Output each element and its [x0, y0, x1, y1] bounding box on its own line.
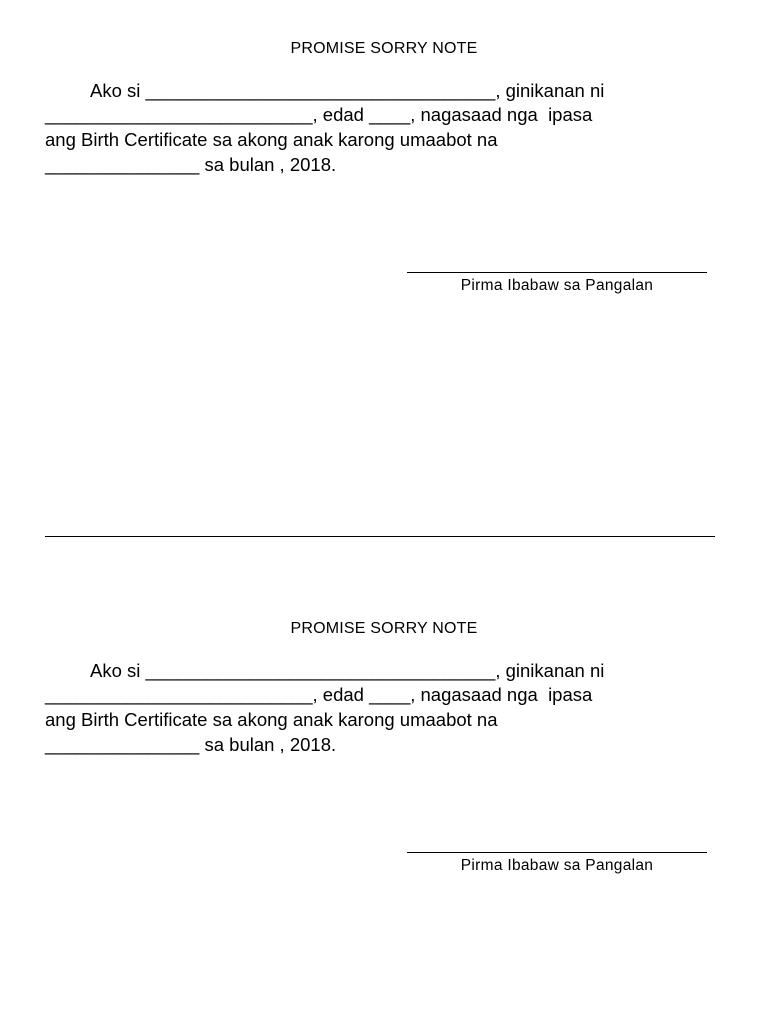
note-line-3: ang Birth Certificate sa akong anak karong umaabot na	[45, 709, 498, 730]
promise-note-1	[0, 0, 768, 300]
note-line-1: Ako si __________________________________, ginikanan ni	[90, 80, 605, 101]
note-line-4: _______________ sa bulan , 2018.	[45, 734, 337, 755]
cut-divider	[45, 536, 715, 537]
note-line-4: _______________ sa bulan , 2018.	[45, 154, 337, 175]
signature-label: Pirma Ibabaw sa Pangalan	[460, 277, 654, 294]
note-title: PROMISE SORRY NOTE	[290, 40, 478, 57]
note-line-2: __________________________, edad ____, nagasaad nga ipasa	[45, 104, 593, 125]
note-title: PROMISE SORRY NOTE	[290, 620, 478, 637]
note-line-2: __________________________, edad ____, nagasaad nga ipasa	[45, 684, 593, 705]
note-line-1: Ako si __________________________________, ginikanan ni	[90, 660, 605, 681]
promise-note-2	[0, 580, 768, 880]
signature-label: Pirma Ibabaw sa Pangalan	[460, 857, 654, 874]
signature-line	[407, 272, 707, 273]
note-line-3: ang Birth Certificate sa akong anak karong umaabot na	[45, 129, 498, 150]
signature-line	[407, 852, 707, 853]
